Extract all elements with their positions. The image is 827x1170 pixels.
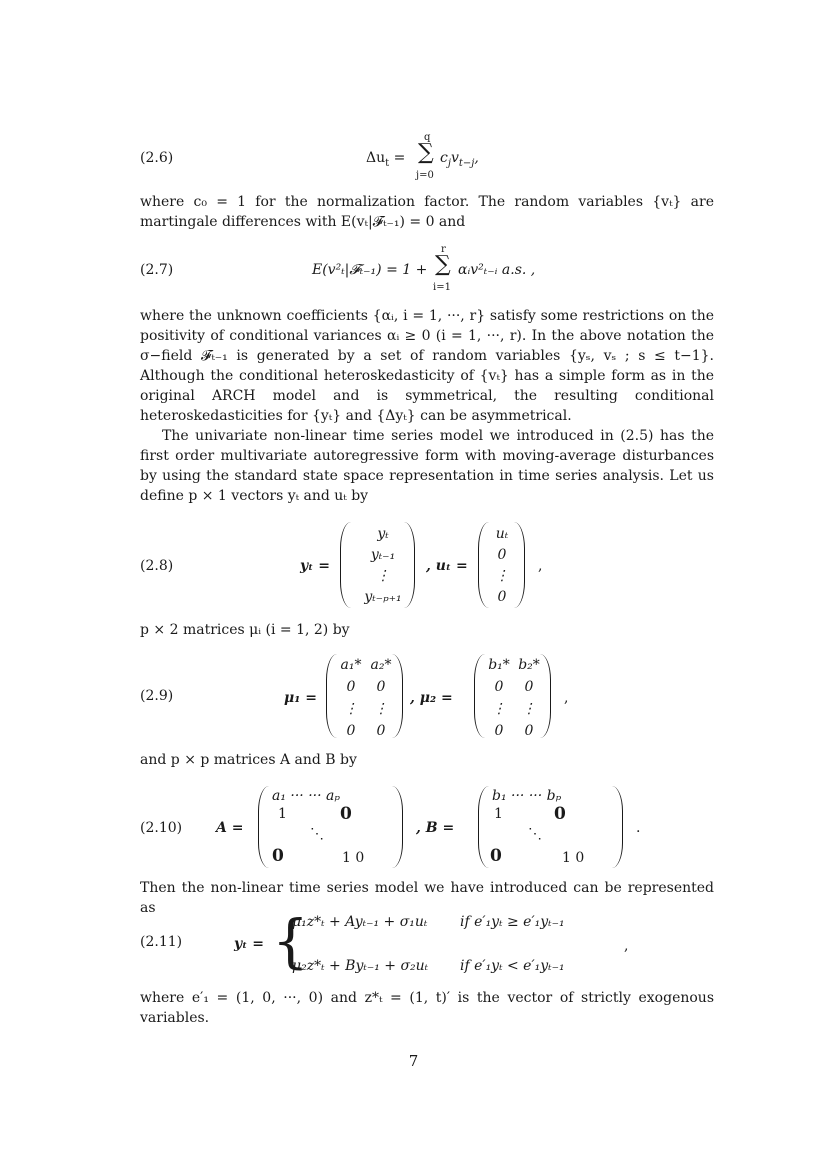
matrix-cell: b₂* xyxy=(518,657,540,673)
equation-2-11 xyxy=(140,908,714,980)
y-entry: yₜ₋ₚ₊₁ xyxy=(364,589,402,605)
matrix-cell: ⋮ xyxy=(492,701,506,717)
B-zero-lower: 0 xyxy=(490,846,502,866)
A-zero-upper: 0 xyxy=(340,804,352,824)
A-top-row: a₁ ··· ··· aₚ xyxy=(272,788,340,804)
left-brace: { xyxy=(272,907,309,975)
sum-sign: ∑ xyxy=(418,140,434,165)
eq-tail: , xyxy=(624,938,629,954)
sum-sign: ∑ xyxy=(435,252,451,277)
paragraph-6: Then the non-linear time series model we have introduced can be represented as xyxy=(140,880,714,916)
case-2-expr: μ₂z*ₜ + Byₜ₋₁ + σ₂uₜ xyxy=(292,958,429,974)
term-c: c xyxy=(440,150,448,166)
A-zero-lower: 0 xyxy=(272,846,284,866)
system-lhs: yₜ = xyxy=(234,936,264,952)
B-bottom-row: 1 0 xyxy=(562,850,585,866)
u-entry: uₜ xyxy=(495,526,509,542)
A-one: 1 xyxy=(278,806,287,822)
matrix-cell: b₁* xyxy=(488,657,510,673)
A-bottom-row: 1 0 xyxy=(342,850,365,866)
matrix-cell: 0 xyxy=(346,679,356,695)
right-paren xyxy=(404,522,415,608)
page-number: 7 xyxy=(408,1052,419,1070)
u-entry: 0 xyxy=(497,589,507,605)
left-paren xyxy=(258,786,269,868)
right-paren xyxy=(392,654,403,738)
eq-tail: . xyxy=(636,820,641,836)
y-vector-lhs: yₜ = xyxy=(300,558,330,574)
right-paren xyxy=(392,786,403,868)
eq-lhs-text: Δu xyxy=(366,150,386,166)
mu2-matrix xyxy=(484,654,544,742)
matrix-cell: 0 xyxy=(376,723,386,739)
eq-tail: , xyxy=(474,150,479,166)
eq-lhs-sub: t xyxy=(385,157,390,169)
equation-number: (2.6) xyxy=(140,150,174,166)
sum-upper: q xyxy=(424,132,431,143)
A-lhs: A = xyxy=(216,820,244,836)
u-column xyxy=(488,524,516,608)
sum-upper: r xyxy=(441,244,446,255)
matrix-cell: a₁* xyxy=(340,657,362,673)
mu1-matrix xyxy=(336,654,396,742)
paragraph-3: The univariate non-linear time series model we introduced in (2.5) has the first order multivariate autoregressive form with moving-average disturbances by using the standard state space representation in time series analysis. Let us define p × 1 vectors yₜ and uₜ by xyxy=(140,428,714,504)
matrix-cell: 0 xyxy=(494,723,504,739)
equation-number: (2.7) xyxy=(140,262,174,278)
B-top-row: b₁ ··· ··· bₚ xyxy=(492,788,562,804)
eq-rel: = xyxy=(389,150,406,166)
mu1-lhs: μ₁ = xyxy=(284,690,317,706)
eq-term xyxy=(440,150,479,169)
equation-number: (2.10) xyxy=(140,820,183,836)
matrix-cell: ⋮ xyxy=(374,701,388,717)
paragraph-7: where e′₁ = (1, 0, ···, 0) and z*ₜ = (1, t)′ is the vector of strictly exogenous variables. xyxy=(140,990,714,1026)
term-v: v xyxy=(450,150,459,166)
equation-number: (2.9) xyxy=(140,688,174,704)
left-paren xyxy=(340,522,351,608)
sum-lower: i=1 xyxy=(433,282,451,293)
equation-2-8 xyxy=(140,520,714,612)
left-paren xyxy=(478,786,489,868)
paragraph-2: where the unknown coefficients {αᵢ, i = 1, ···, r} satisfy some restrictions on the positivity of conditional variances αᵢ ≥ 0 (i = 1, ···, r). In the above notation the σ−field 𝓕ₜ₋₁ is generated by a set of random variables {yₛ, vₛ ; s ≤ t−1}. Although the conditional heteroskedasticity of {vₜ} has a simple form as in the original ARCH model and is symmetrical, the resulting conditional heteroskedasticities for {yₜ} and {Δyₜ} can be asymmetrical. xyxy=(140,308,714,424)
equation-2-7 xyxy=(140,244,714,298)
y-entry: ⋮ xyxy=(376,568,390,584)
y-entry: yₜ xyxy=(377,526,389,542)
paragraph-1: where c₀ = 1 for the normalization factor. The random variables {vₜ} are martingale differences with E(vₜ|𝓕ₜ₋₁) = 0 and xyxy=(140,194,714,230)
paragraph-4: p × 2 matrices μᵢ (i = 1, 2) by xyxy=(140,622,350,638)
u-entry: ⋮ xyxy=(495,568,509,584)
paragraph-5: and p × p matrices A and B by xyxy=(140,752,357,768)
equation-2-10 xyxy=(140,784,714,870)
case-1-expr: μ₁z*ₜ + Ayₜ₋₁ + σ₁uₜ xyxy=(292,914,428,930)
case-2-condition: if e′₁yₜ < e′₁yₜ₋₁ xyxy=(460,958,565,974)
equation-2-9 xyxy=(140,652,714,740)
u-vector-lhs: , uₜ = xyxy=(426,558,468,574)
term-c-sub: j xyxy=(447,157,451,169)
B-lhs: , B = xyxy=(416,820,455,836)
B-one: 1 xyxy=(494,806,503,822)
matrix-cell: a₂* xyxy=(370,657,392,673)
matrix-cell: 0 xyxy=(524,723,534,739)
sum-lower: j=0 xyxy=(416,170,434,181)
eq-lhs xyxy=(366,150,405,169)
right-paren xyxy=(612,786,623,868)
A-diag-dots: ⋱ xyxy=(310,826,324,842)
matrix-cell: 0 xyxy=(524,679,534,695)
y-entry: yₜ₋₁ xyxy=(370,547,396,563)
eq-term: αᵢv²ₜ₋ᵢ a.s. , xyxy=(458,262,536,278)
mu2-lhs: , μ₂ = xyxy=(410,690,453,706)
eq-tail: , xyxy=(538,558,543,574)
right-paren xyxy=(540,654,551,738)
matrix-cell: ⋮ xyxy=(522,701,536,717)
eq-lhs: E(v²ₜ|𝓕ₜ₋₁) = 1 + xyxy=(312,262,428,278)
case-1-condition: if e′₁yₜ ≥ e′₁yₜ₋₁ xyxy=(460,914,565,930)
equation-number: (2.11) xyxy=(140,934,183,950)
term-v-sub: t−j xyxy=(458,157,475,169)
right-paren xyxy=(514,522,525,608)
equation-number: (2.8) xyxy=(140,558,174,574)
B-diag-dots: ⋱ xyxy=(528,826,542,842)
eq-tail: , xyxy=(564,690,569,706)
matrix-cell: 0 xyxy=(494,679,504,695)
matrix-cell: 0 xyxy=(346,723,356,739)
matrix-cell: 0 xyxy=(376,679,386,695)
B-zero-upper: 0 xyxy=(554,804,566,824)
matrix-cell: ⋮ xyxy=(344,701,358,717)
equation-2-6 xyxy=(140,132,714,188)
u-entry: 0 xyxy=(497,547,507,563)
